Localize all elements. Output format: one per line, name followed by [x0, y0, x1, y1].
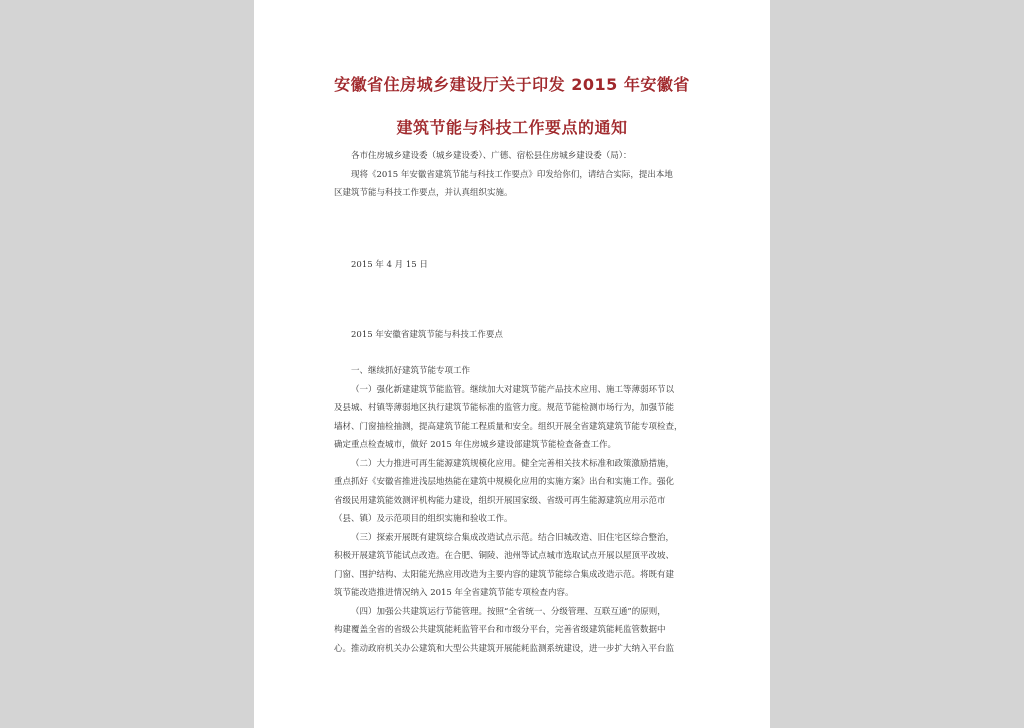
paragraph-line: （四）加强公共建筑运行节能管理。按照“全省统一、分级管理、互联互通”的原则，	[351, 606, 666, 617]
attachment-body	[334, 362, 694, 658]
paragraph-line: （一）强化新建建筑节能监管。继续加大对建筑节能产品技术应用、施工等薄弱环节以	[351, 384, 675, 395]
paragraph-line: （三）探索开展既有建筑综合集成改造试点示范。结合旧城改造、旧住宅区综合整治，	[351, 532, 675, 543]
notice-date-block	[334, 256, 694, 275]
paragraph-line: 重点抓好《安徽省推进浅层地热能在建筑中规模化应用的实施方案》出台和实施工作。强化	[334, 477, 675, 487]
notice-recipients: 各市住房城乡建设委（城乡建设委）、广德、宿松县住房城乡建设委（局）：	[351, 151, 632, 161]
notice-body	[334, 147, 694, 203]
paragraph-line: 门窗、围护结构、太阳能光热应用改造为主要内容的建筑节能综合集成改造示范。将既有建	[334, 569, 675, 580]
document-page	[254, 0, 770, 728]
paragraph-line: 及县城、村镇等薄弱地区执行建筑节能标准的监管力度。规范节能检测市场行为，加强节能	[334, 403, 675, 413]
paragraph-line: 确定重点检查城市，做好 2015 年住房城乡建设部建筑节能检查备查工作。	[334, 440, 617, 450]
paragraph-line: 墙材、门窗抽检抽测，提高建筑节能工程质量和安全。组织开展全省建筑建筑节能专项检查，	[334, 421, 683, 432]
document-title-line-1: 安徽省住房城乡建设厅关于印发 2015 年安徽省	[334, 75, 690, 94]
paragraph-line: 筑节能改造推进情况纳入 2015 年全省建筑节能专项检查内容。	[334, 588, 574, 598]
paragraph-line: 构建覆盖全省的省级公共建筑能耗监管平台和市级分平台，完善省级建筑能耗监管数据中	[334, 625, 666, 635]
paragraph-line: 心。推动政府机关办公建筑和大型公共建筑开展能耗监测系统建设，进一步扩大纳入平台监	[334, 643, 675, 654]
document-title-line-2: 建筑节能与科技工作要点的通知	[396, 118, 628, 137]
paragraph-line: 省级民用建筑能效测评机构能力建设，组织开展国家级、省级可再生能源建筑应用示范市	[334, 495, 666, 506]
section-heading: 一、继续抓好建筑节能专项工作	[351, 366, 471, 376]
notice-line: 现将《2015 年安徽省建筑节能与科技工作要点》印发给你们，请结合实际，提出本地	[351, 169, 673, 180]
attachment-heading: 2015 年安徽省建筑节能与科技工作要点	[351, 330, 503, 340]
notice-line: 区建筑节能与科技工作要点，并认真组织实施。	[334, 188, 513, 198]
notice-date: 2015 年 4 月 15 日	[351, 260, 428, 270]
paragraph-line: （县、镇）及示范项目的组织实施和验收工作。	[334, 514, 513, 524]
paragraph-line: （二）大力推进可再生能源建筑规模化应用。健全完善相关技术标准和政策激励措施，	[351, 458, 675, 469]
attachment-heading-block	[334, 326, 694, 345]
paragraph-line: 积极开展建筑节能试点改造。在合肥、铜陵、池州等试点城市选取试点开展以屋顶平改坡、	[334, 551, 675, 561]
